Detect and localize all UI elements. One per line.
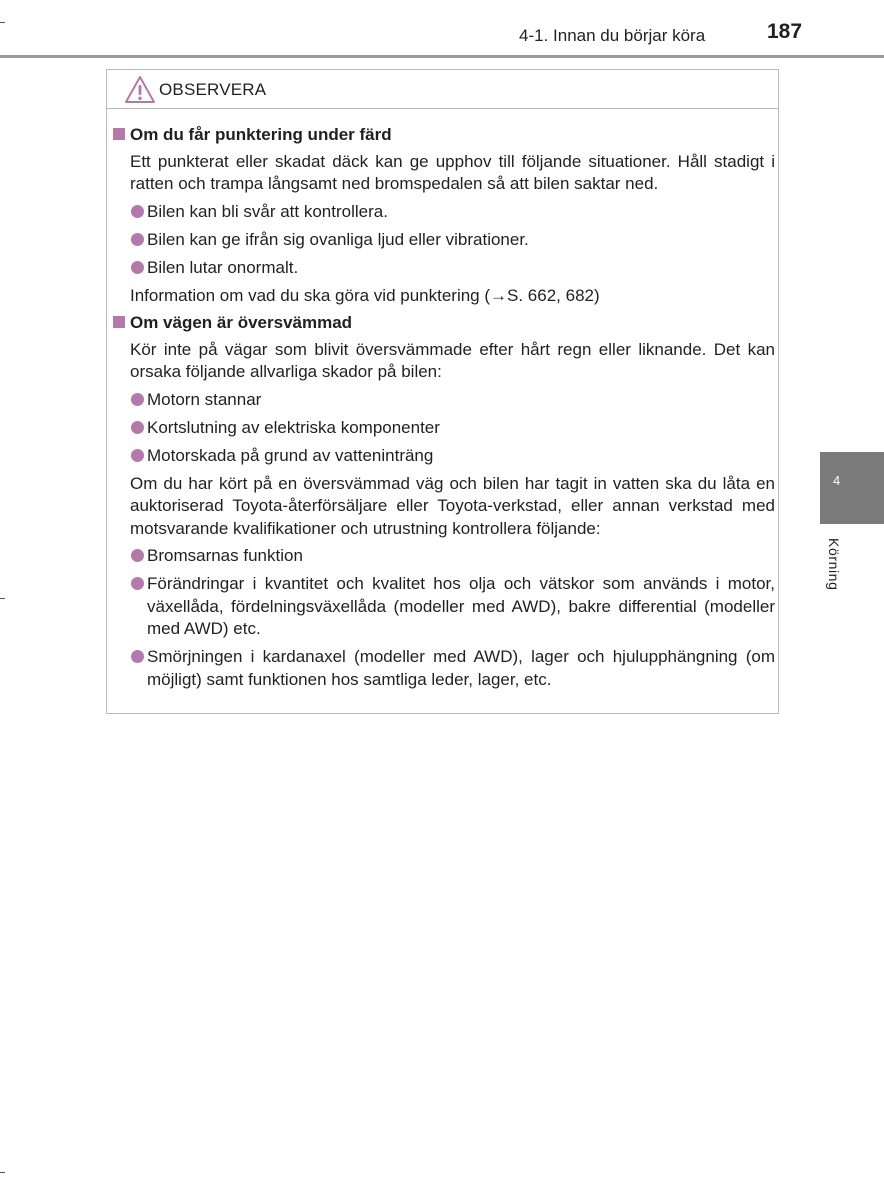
list-item: Förändringar i kvantitet och kvalitet hos olja och vätskor som används i motor, växellåda, fördelningsväxellåda (modeller med AWD), bakre differential (modeller med AWD) etc. <box>113 573 775 641</box>
circle-bullet-icon <box>131 549 144 562</box>
section-title: 4-1. Innan du börjar köra <box>519 26 706 45</box>
circle-bullet-icon <box>131 205 144 218</box>
list-item: Motorn stannar <box>113 389 775 412</box>
circle-bullet-icon <box>131 421 144 434</box>
list-item: Bilen kan bli svår att kontrollera. <box>113 201 775 224</box>
section-heading-flat-tire: Om du får punktering under färd <box>113 124 775 147</box>
page-number: 187 <box>767 20 803 43</box>
paragraph: Kör inte på vägar som blivit översvämmade efter hårt regn eller liknande. Det kan orsaka följande allvarliga skador på bilen: <box>130 339 775 381</box>
list-item: Smörjningen i kardanaxel (modeller med AWD), lager och hjulupphängning (om möjligt) samt funktionen hos samtliga leder, lager, etc. <box>113 646 775 691</box>
crop-mark-middle <box>0 598 5 599</box>
circle-bullet-icon <box>131 233 144 246</box>
square-bullet-icon <box>113 316 125 328</box>
crop-mark-top <box>0 22 5 23</box>
circle-bullet-icon <box>131 261 144 274</box>
paragraph: Om du har kört på en översvämmad väg och bilen har tagit in vatten ska du låta en auktoriserad Toyota-återförsäljare eller Toyota-verkstad, eller annan verkstad med motsvarande kvalifikationer och utrustning kontrollera följande: <box>130 473 775 538</box>
notice-header <box>107 70 778 109</box>
chapter-number: 4 <box>833 473 841 488</box>
header-rule <box>0 55 884 58</box>
notice-content <box>113 124 775 697</box>
circle-bullet-icon <box>131 650 144 663</box>
notice-label: OBSERVERA <box>159 80 267 99</box>
notice-box <box>106 69 779 714</box>
section-heading-flooded-road: Om vägen är översvämmad <box>113 312 775 335</box>
chapter-label: Körning <box>826 538 842 591</box>
paragraph: Ett punkterat eller skadat däck kan ge upphov till följande situationer. Håll stadigt i ratten och trampa långsamt ned bromspedalen så att bilen saktar ned. <box>130 151 775 193</box>
circle-bullet-icon <box>131 449 144 462</box>
crop-mark-bottom <box>0 1172 5 1173</box>
list-item: Motorskada på grund av vatteninträng <box>113 445 775 468</box>
paragraph-reference: Information om vad du ska göra vid punktering (→S. 662, 682) <box>130 285 600 305</box>
warning-triangle-icon <box>124 75 156 104</box>
list-item: Bilen kan ge ifrån sig ovanliga ljud eller vibrationer. <box>113 229 775 252</box>
chapter-tab <box>820 452 884 524</box>
circle-bullet-icon <box>131 577 144 590</box>
list-item: Kortslutning av elektriska komponenter <box>113 417 775 440</box>
list-item: Bromsarnas funktion <box>113 545 775 568</box>
list-item: Bilen lutar onormalt. <box>113 257 775 280</box>
circle-bullet-icon <box>131 393 144 406</box>
square-bullet-icon <box>113 128 125 140</box>
